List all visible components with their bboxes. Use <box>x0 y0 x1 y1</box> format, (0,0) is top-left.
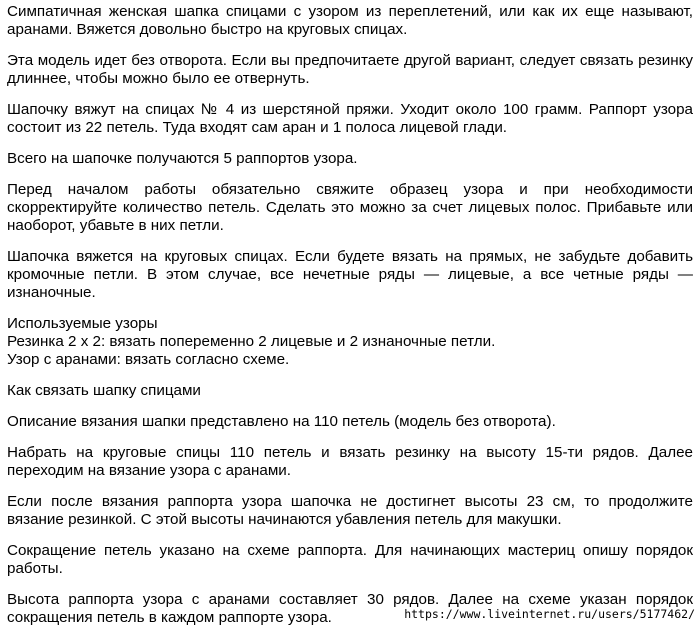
paragraph-yarn: Шапочку вяжут на спицах № 4 из шерстяной пряжи. Уходит около 100 грамм. Раппорт узора состоит из 22 петель. Туда входят сам аран и 1 полоса лицевой глади. <box>7 101 693 136</box>
paragraph-repeats: Всего на шапочке получаются 5 раппортов узора. <box>7 150 358 167</box>
paragraph-no-cuff: Эта модель идет без отворота. Если вы предпочитаете другой вариант, следует связать резинку длиннее, чтобы можно было ее отвернуть. <box>7 52 693 87</box>
patterns-heading: Используемые узоры <box>7 315 158 332</box>
paragraph-height: Если после вязания раппорта узора шапочка не достигнет высоты 23 см, то продолжите вязание резинкой. С этой высоты начинаются убавления петель для макушки. <box>7 493 693 528</box>
paragraph-decrease: Сокращение петель указано на схеме раппорта. Для начинающих мастериц опишу порядок работы. <box>7 542 693 577</box>
patterns-block <box>7 315 693 369</box>
pattern-aran: Узор с аранами: вязать согласно схеме. <box>7 351 290 368</box>
pattern-rib: Резинка 2 х 2: вязать попеременно 2 лицевые и 2 изнаночные петли. <box>7 333 496 350</box>
paragraph-circular: Шапочка вяжется на круговых спицах. Если будете вязать на прямых, не забудьте добавить кромочные петли. В этом случае, все нечетные ряды — лицевые, а все четные ряды — изнаночные. <box>7 248 693 301</box>
watermark-url: https://www.liveinternet.ru/users/5177462/ <box>404 607 695 621</box>
how-to-heading: Как связать шапку спицами <box>7 382 201 399</box>
paragraph-rows: Высота раппорта узора с аранами составляет 30 рядов. Далее на схеме указан порядок сокращения петель в каждом раппорте узора. <box>7 591 693 626</box>
paragraph-description: Описание вязания шапки представлено на 110 петель (модель без отворота). <box>7 413 556 430</box>
paragraph-gauge: Перед началом работы обязательно свяжите образец узора и при необходимости скорректируйте количество петель. Сделать это можно за счет лицевых полос. Прибавьте или наоборот, убавьте в них петли. <box>7 181 693 234</box>
article-body <box>7 3 693 640</box>
paragraph-intro: Симпатичная женская шапка спицами с узором из переплетений, или как их еще называют, аранами. Вяжется довольно быстро на круговых спицах. <box>7 3 693 38</box>
paragraph-cast-on: Набрать на круговые спицы 110 петель и вязать резинку на высоту 15-ти рядов. Далее переходим на вязание узора с аранами. <box>7 444 693 479</box>
